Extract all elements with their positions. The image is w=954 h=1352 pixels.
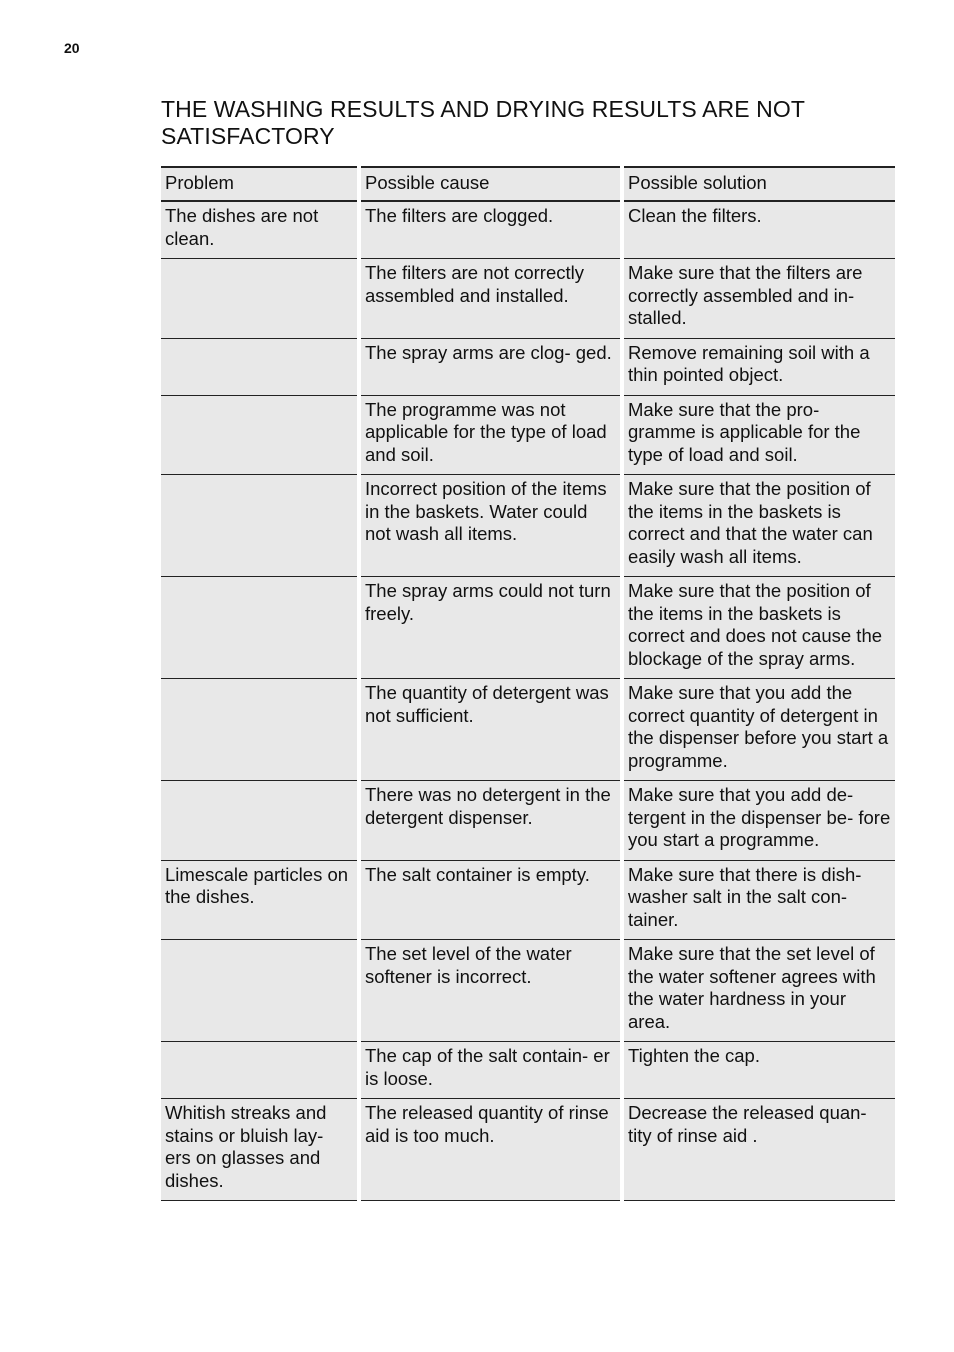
cause-cell: The cap of the salt contain- er is loose. bbox=[359, 1042, 622, 1099]
header-problem: Problem bbox=[161, 167, 359, 201]
table-header-row bbox=[161, 167, 895, 201]
solution-cell: Make sure that there is dish- washer salt in the salt con- tainer. bbox=[622, 860, 895, 940]
troubleshooting-table bbox=[161, 166, 895, 1201]
table-row bbox=[161, 577, 895, 679]
solution-cell: Make sure that you add de- tergent in the dispenser be- fore you start a programme. bbox=[622, 781, 895, 861]
solution-cell: Remove remaining soil with a thin pointed object. bbox=[622, 338, 895, 395]
table-row bbox=[161, 338, 895, 395]
cause-cell: The filters are clogged. bbox=[359, 201, 622, 259]
problem-cell: The dishes are not clean. bbox=[161, 201, 359, 259]
table-row bbox=[161, 1099, 895, 1201]
problem-cell bbox=[161, 475, 359, 577]
section-title: THE WASHING RESULTS AND DRYING RESULTS ARE NOT SATISFACTORY bbox=[161, 96, 805, 149]
solution-cell: Make sure that the set level of the water softener agrees with the water hardness in your area. bbox=[622, 940, 895, 1042]
header-possible-cause: Possible cause bbox=[359, 167, 622, 201]
problem-cell bbox=[161, 259, 359, 339]
solution-cell: Make sure that the position of the items in the baskets is correct and that the water can easily wash all items. bbox=[622, 475, 895, 577]
problem-cell bbox=[161, 338, 359, 395]
problem-cell bbox=[161, 679, 359, 781]
problem-cell: Whitish streaks and stains or bluish lay- ers on glasses and dishes. bbox=[161, 1099, 359, 1201]
cause-cell: The filters are not correctly assembled and installed. bbox=[359, 259, 622, 339]
table-row bbox=[161, 679, 895, 781]
header-possible-solution: Possible solution bbox=[622, 167, 895, 201]
solution-cell: Decrease the released quan- tity of rinse aid . bbox=[622, 1099, 895, 1201]
cause-cell: The released quantity of rinse aid is too much. bbox=[359, 1099, 622, 1201]
solution-cell: Make sure that the filters are correctly assembled and in- stalled. bbox=[622, 259, 895, 339]
solution-cell: Make sure that you add the correct quantity of detergent in the dispenser before you start a programme. bbox=[622, 679, 895, 781]
table-row bbox=[161, 475, 895, 577]
cause-cell: The salt container is empty. bbox=[359, 860, 622, 940]
table-row bbox=[161, 781, 895, 861]
solution-cell: Make sure that the pro- gramme is applicable for the type of load and soil. bbox=[622, 395, 895, 475]
cause-cell: There was no detergent in the detergent dispenser. bbox=[359, 781, 622, 861]
problem-cell bbox=[161, 940, 359, 1042]
cause-cell: The spray arms are clog- ged. bbox=[359, 338, 622, 395]
table-row bbox=[161, 940, 895, 1042]
solution-cell: Tighten the cap. bbox=[622, 1042, 895, 1099]
table-row bbox=[161, 201, 895, 259]
problem-cell bbox=[161, 395, 359, 475]
cause-cell: The quantity of detergent was not sufficient. bbox=[359, 679, 622, 781]
problem-cell: Limescale particles on the dishes. bbox=[161, 860, 359, 940]
solution-cell: Make sure that the position of the items in the baskets is correct and does not cause the blockage of the spray arms. bbox=[622, 577, 895, 679]
problem-cell bbox=[161, 1042, 359, 1099]
table-row bbox=[161, 395, 895, 475]
cause-cell: The set level of the water softener is incorrect. bbox=[359, 940, 622, 1042]
problem-cell bbox=[161, 577, 359, 679]
cause-cell: Incorrect position of the items in the baskets. Water could not wash all items. bbox=[359, 475, 622, 577]
problem-cell bbox=[161, 781, 359, 861]
table-row bbox=[161, 860, 895, 940]
cause-cell: The programme was not applicable for the type of load and soil. bbox=[359, 395, 622, 475]
cause-cell: The spray arms could not turn freely. bbox=[359, 577, 622, 679]
table-row bbox=[161, 1042, 895, 1099]
table-row bbox=[161, 259, 895, 339]
page-number: 20 bbox=[64, 40, 80, 56]
solution-cell: Clean the filters. bbox=[622, 201, 895, 259]
